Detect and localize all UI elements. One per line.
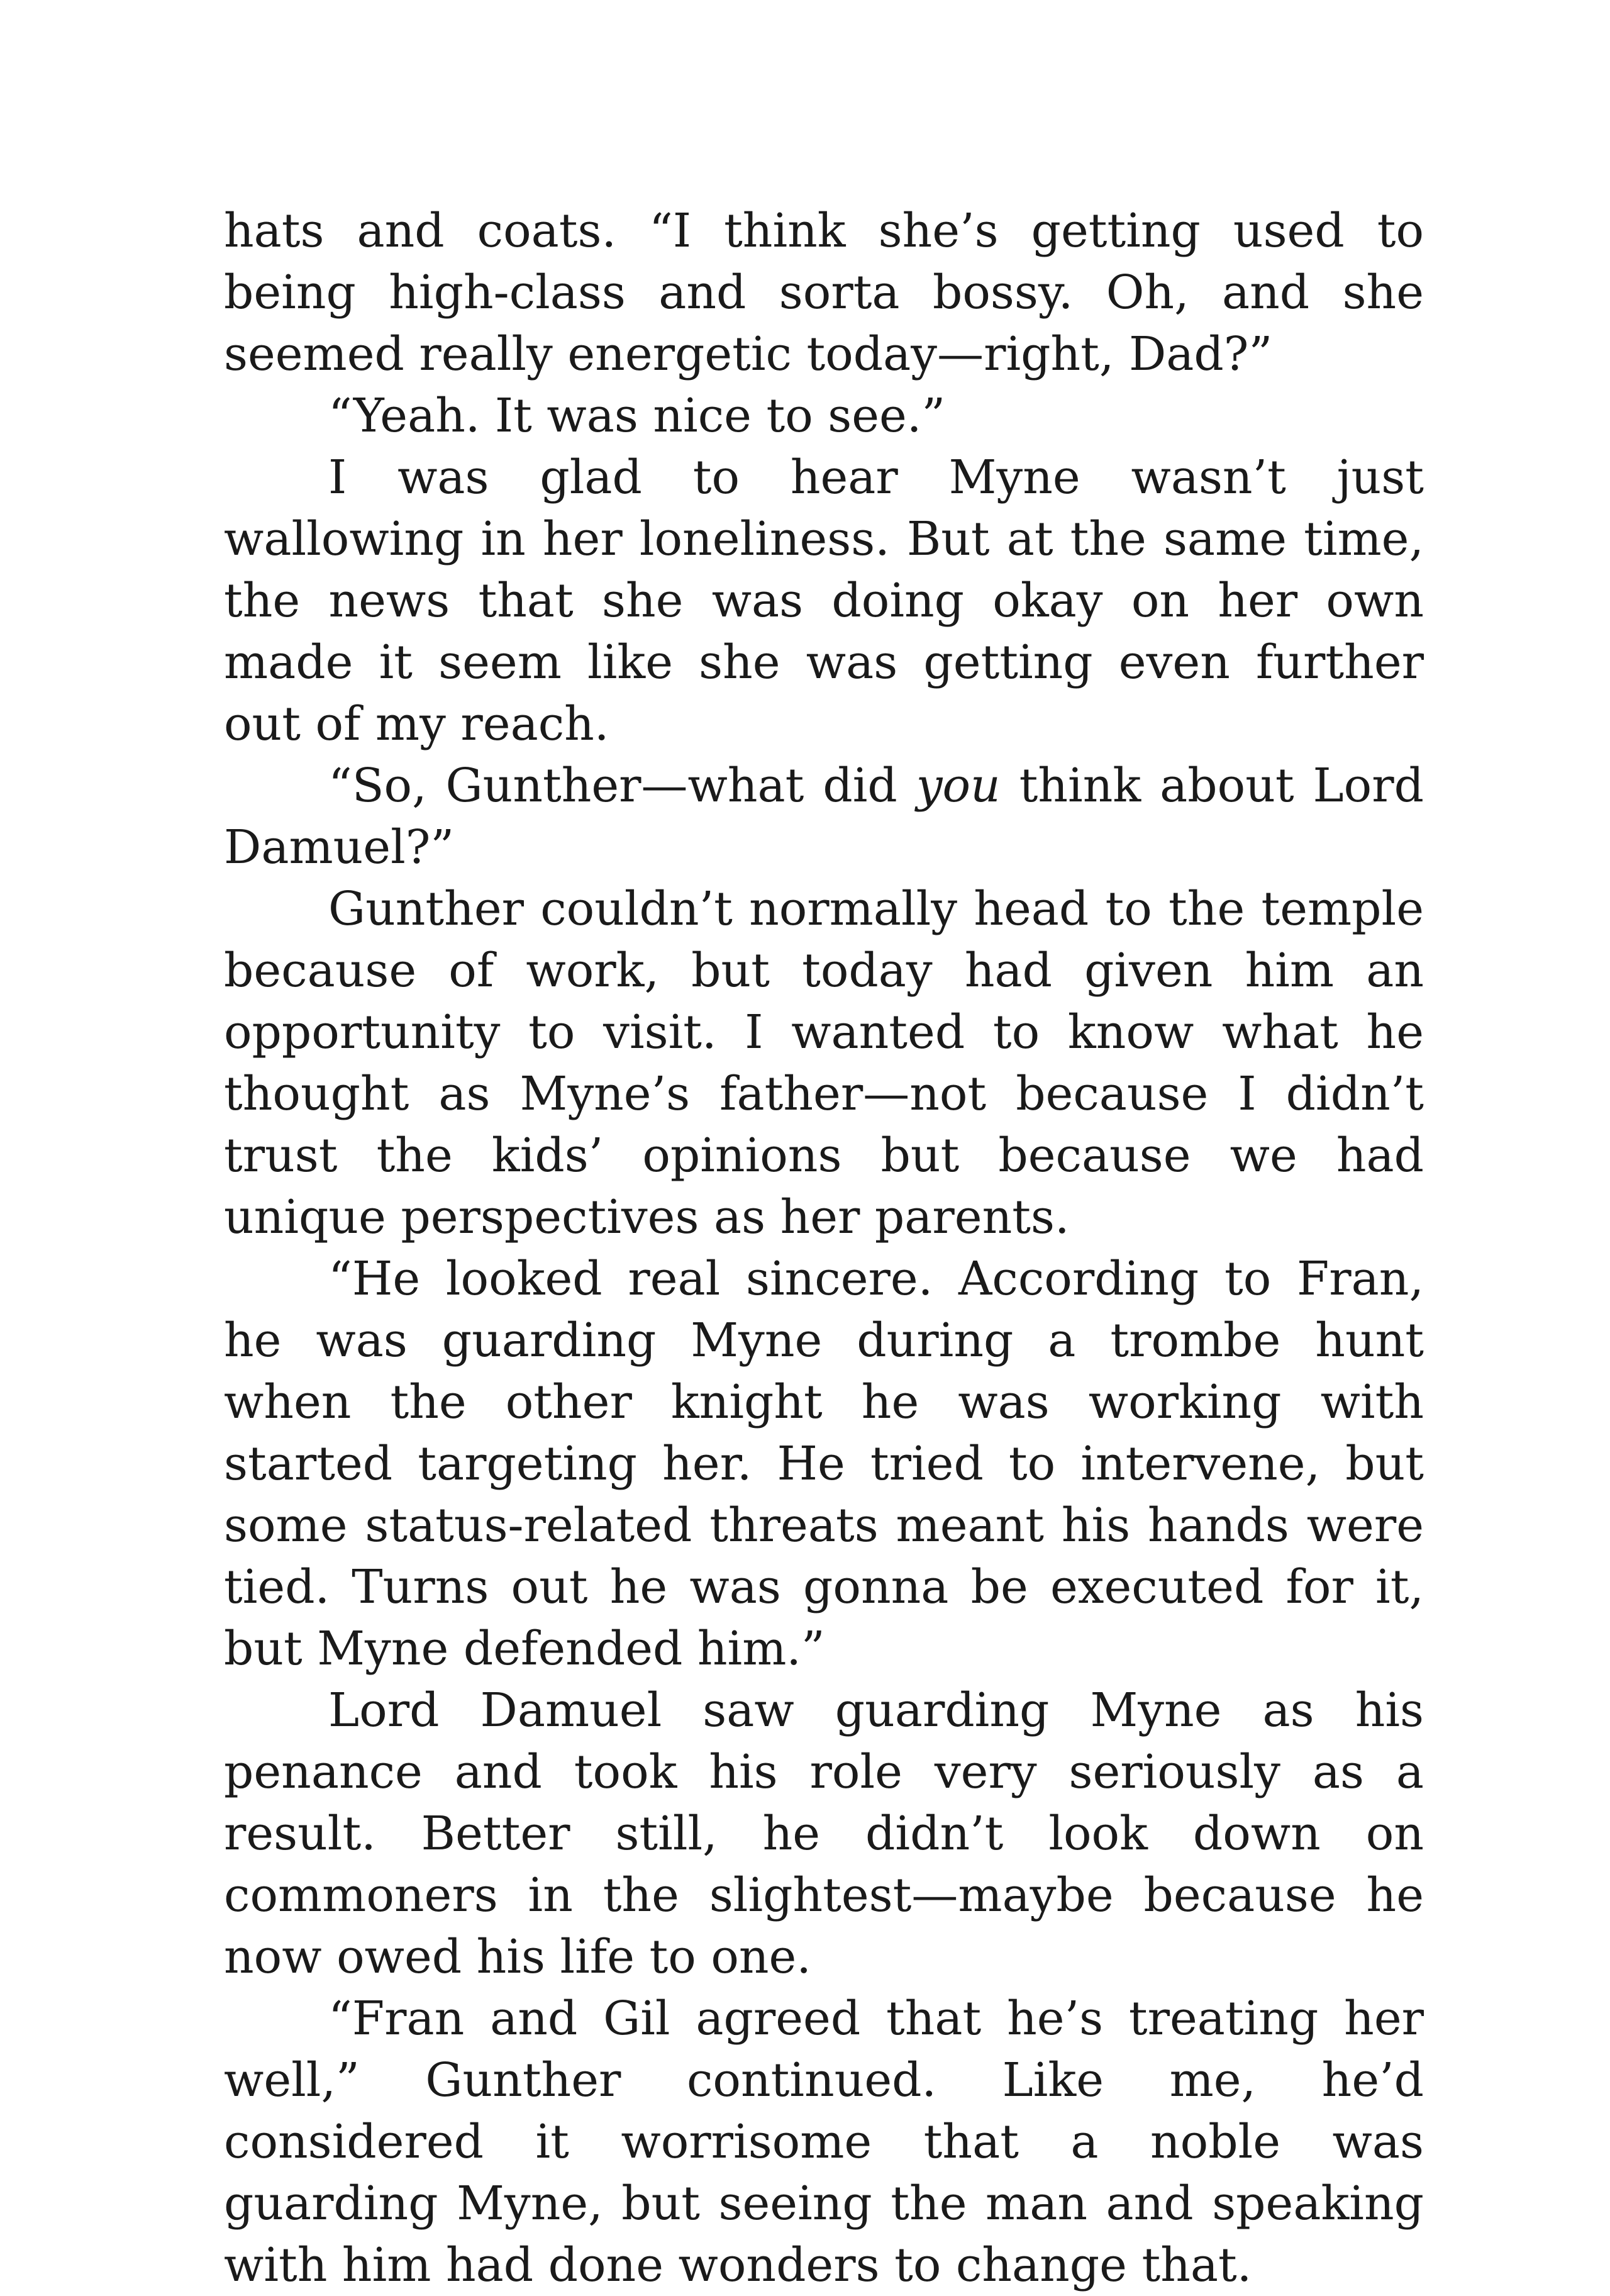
paragraph-2-text: “Yeah. It was nice to see.” [328,389,946,443]
paragraph-4-emphasis: you [916,759,1001,813]
paragraph-8 [224,1988,1424,2296]
paragraph-1-text: hats and coats. “I think she’s getting used to being high-class and sorta bossy. Oh, and she seemed really energetic today—right, Dad?” [224,204,1424,381]
paragraph-7 [224,1680,1424,1988]
body-text [224,200,1424,2296]
paragraph-4-text-before: “So, Gunther—what did [328,759,916,813]
paragraph-4 [224,755,1424,878]
paragraph-8-text: “Fran and Gil agreed that he’s treating her well,” Gunther continued. Like me, he’d considered it worrisome that a noble was guarding Myne, but seeing the man and speaking with him had done wonders to change that. [224,1992,1424,2292]
paragraph-1 [224,200,1424,385]
paragraph-3-text: I was glad to hear Myne wasn’t just wallowing in her loneliness. But at the same time, the news that she was doing okay on her own made it seem like she was getting even further out of my reach. [224,450,1424,751]
paragraph-6 [224,1248,1424,1680]
paragraph-4-text-after: think about Lord Damuel?” [224,759,1424,874]
paragraph-5-text: Gunther couldn’t normally head to the temple because of work, but today had given him an opportunity to visit. I wanted to know what he thought as Myne’s father—not because I didn’t trust the kids’ opinions but because we had unique perspectives as her parents. [224,882,1424,1244]
paragraph-6-text: “He looked real sincere. According to Fran, he was guarding Myne during a trombe hunt when the other knight he was working with started targeting her. He tried to intervene, but some status-related threats meant his hands were tied. Turns out he was gonna be executed for it, but Myne defended him.” [224,1252,1424,1676]
paragraph-5 [224,878,1424,1248]
paragraph-7-text: Lord Damuel saw guarding Myne as his penance and took his role very seriously as a result. Better still, he didn’t look down on commoners in the slightest—maybe because he now owed his life to one. [224,1683,1424,1984]
paragraph-3 [224,447,1424,755]
paragraph-2 [224,385,1424,447]
